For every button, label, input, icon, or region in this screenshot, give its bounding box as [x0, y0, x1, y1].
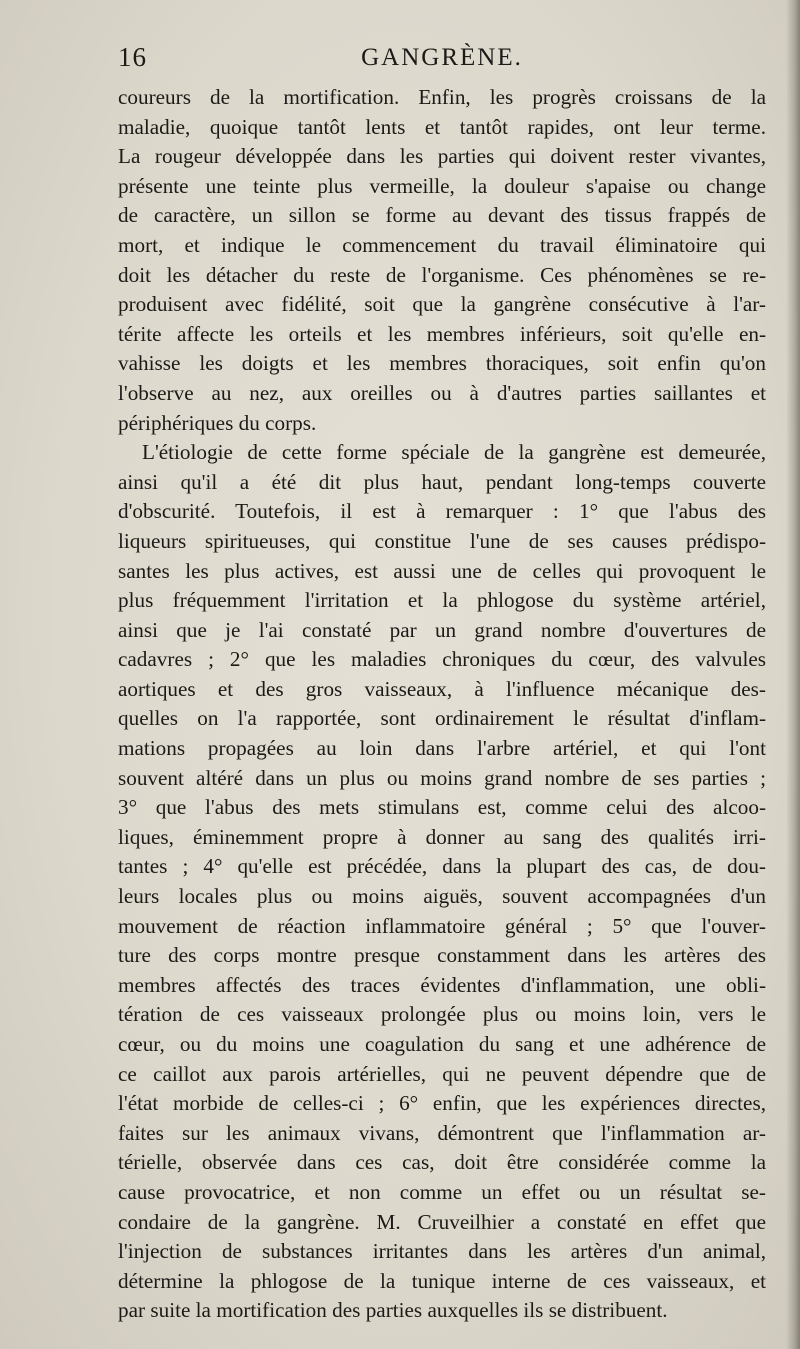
text-line: cause provocatrice, et non comme un effet ou un résultat se-	[118, 1179, 766, 1204]
text-line: leurs locales plus ou moins aiguës, souvent accompagnées d'un	[118, 884, 766, 909]
text-line: aortiques et des gros vaisseaux, à l'influence mécanique des-	[118, 676, 766, 701]
text-line: détermine la phlogose de la tunique interne de ces vaisseaux, et	[118, 1268, 766, 1293]
text-line: d'obscurité. Toutefois, il est à remarquer : 1° que l'abus des	[118, 499, 766, 524]
text-line: présente une teinte plus vermeille, la douleur s'apaise ou change	[118, 173, 766, 198]
paragraph-first-line: L'étiologie de cette forme spéciale de la gangrène est demeurée,	[142, 440, 766, 465]
text-line: liqueurs spiritueuses, qui constitue l'une de ses causes prédispo-	[118, 528, 766, 553]
text-line: térielle, observée dans ces cas, doit être considérée comme la	[118, 1150, 766, 1175]
text-line: faites sur les animaux vivans, démontrent que l'inflammation ar-	[118, 1120, 766, 1145]
text-line: membres affectés des traces évidentes d'inflammation, une obli-	[118, 972, 766, 997]
page-header	[118, 42, 766, 82]
text-line: l'état morbide de celles-ci ; 6° enfin, que les expériences directes,	[118, 1091, 766, 1116]
text-line: plus fréquemment l'irritation et la phlogose du système artériel,	[118, 588, 766, 613]
text-line: vahisse les doigts et les membres thoraciques, soit enfin qu'on	[118, 351, 766, 376]
text-line: ture des corps montre presque constamment dans les artères des	[118, 943, 766, 968]
running-title: GANGRÈNE.	[361, 44, 523, 71]
text-line: La rougeur développée dans les parties qui doivent rester vivantes,	[118, 144, 766, 169]
text-line: cadavres ; 2° que les maladies chroniques du cœur, des valvules	[118, 647, 766, 672]
text-line: ainsi qu'il a été dit plus haut, pendant long-temps couverte	[118, 469, 766, 494]
text-line: 3° que l'abus des mets stimulans est, comme celui des alcoo-	[118, 795, 766, 820]
text-line: coureurs de la mortification. Enfin, les progrès croissans de la	[118, 85, 766, 109]
paragraph-end-line: par suite la mortification des parties auxquelles ils se distribuent.	[118, 1298, 668, 1323]
text-line: quelles on l'a rapportée, sont ordinairement le résultat d'inflam-	[118, 706, 766, 731]
text-line: condaire de la gangrène. M. Cruveilhier a constaté en effet que	[118, 1209, 766, 1234]
text-line: liques, éminemment propre à donner au sang des qualités irri-	[118, 824, 766, 849]
text-line: l'observe au nez, aux oreilles ou à d'autres parties saillantes et	[118, 380, 766, 405]
page-number: 16	[118, 42, 147, 72]
text-line: doit les détacher du reste de l'organisme. Ces phénomènes se re-	[118, 262, 766, 287]
text-line: santes les plus actives, est aussi une de celles qui provoquent le	[118, 558, 766, 583]
text-line: cœur, ou du moins une coagulation du sang et une adhérence de	[118, 1032, 766, 1056]
text-line: produisent avec fidélité, soit que la gangrène consécutive à l'ar-	[118, 292, 766, 317]
body-text	[118, 83, 766, 1326]
text-line: souvent altéré dans un plus ou moins grand nombre de ses parties ;	[118, 765, 766, 790]
paragraph-end-line: périphériques du corps.	[118, 410, 317, 435]
text-line: de caractère, un sillon se forme au devant des tissus frappés de	[118, 203, 766, 228]
text-line: ainsi que je l'ai constaté par un grand nombre d'ouvertures de	[118, 617, 766, 642]
text-line: mations propagées au loin dans l'arbre artériel, et qui l'ont	[118, 736, 766, 761]
text-line: l'injection de substances irritantes dans les artères d'un animal,	[118, 1239, 766, 1264]
text-line: tantes ; 4° qu'elle est précédée, dans la plupart des cas, de dou-	[118, 854, 766, 879]
text-line: maladie, quoique tantôt lents et tantôt rapides, ont leur terme.	[118, 114, 766, 139]
text-line: mouvement de réaction inflammatoire général ; 5° que l'ouver-	[118, 913, 766, 938]
text-line: tération de ces vaisseaux prolongée plus ou moins loin, vers le	[118, 1002, 766, 1027]
text-line: térite affecte les orteils et les membres inférieurs, soit qu'elle en-	[118, 321, 766, 346]
page-edge-shadow	[786, 0, 800, 1349]
text-line: ce caillot aux parois artérielles, qui ne peuvent dépendre que de	[118, 1061, 766, 1086]
text-line: mort, et indique le commencement du travail éliminatoire qui	[118, 232, 766, 257]
